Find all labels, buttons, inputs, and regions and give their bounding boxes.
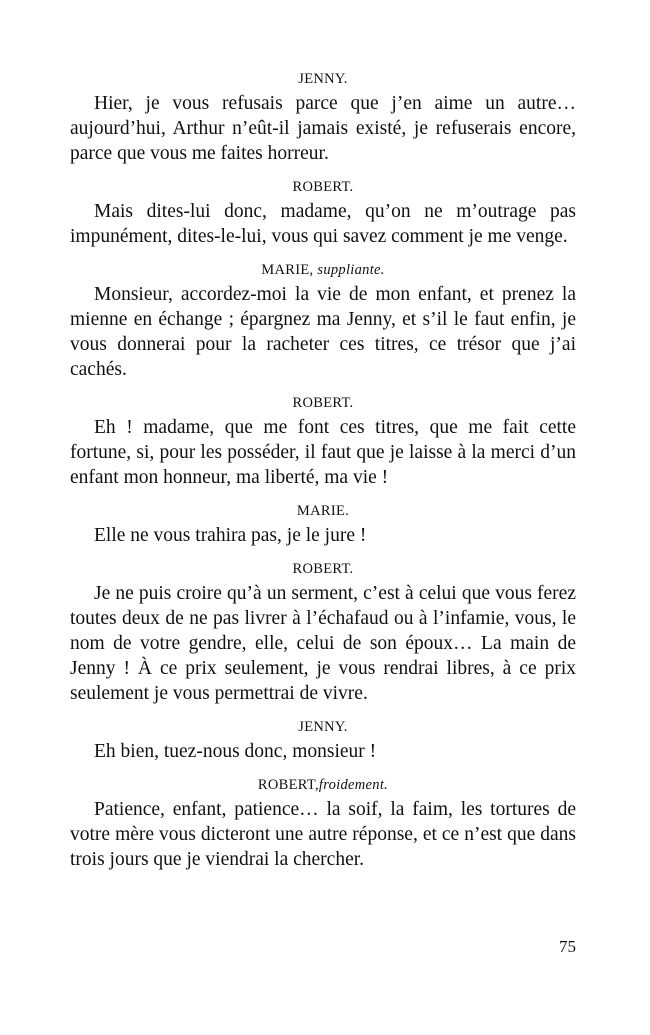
page-body: [70, 70, 576, 884]
speaker-name: MARIE, suppliante.: [261, 262, 385, 278]
speaker-name: ROBERT,froidement.: [257, 777, 389, 793]
stage-direction: suppliante.: [317, 262, 385, 278]
speaker-name: ROBERT.: [292, 561, 354, 577]
speech-text: Je ne puis croire qu’à un serment, c’est à celui que vous ferez toutes deux de ne pas livrer à l’échafaud ou à l’infamie, vous, le nom de votre gendre, elle, celui de son époux… La main de Jenny ! À ce prix seulement, je vous rendrai libres, à ce prix seulement je vous permettrai de vivre.: [70, 583, 576, 704]
speech-text: Elle ne vous trahira pas, je le jure !: [94, 525, 367, 546]
dialogue-block: [70, 502, 576, 548]
dialogue-block: [70, 776, 576, 872]
speaker-name: JENNY.: [298, 719, 348, 735]
stage-direction: froidement.: [318, 777, 389, 793]
speaker-name: JENNY.: [298, 71, 348, 87]
speaker-name: ROBERT.: [292, 395, 354, 411]
speech-text: Patience, enfant, patience… la soif, la faim, les tortures de votre mère vous dicteront une autre réponse, et ce n’est que dans trois jours que je viendrai la chercher.: [70, 799, 576, 870]
dialogue-block: [70, 718, 576, 764]
dialogue-block: [70, 70, 576, 166]
speech-text: Eh ! madame, que me font ces titres, que me fait cette fortune, si, pour les posséder, il faut que je laisse à la merci d’un enfant mon honneur, ma liberté, ma vie !: [70, 417, 576, 488]
dialogue-block: [70, 261, 576, 382]
speech-text: Mais dites-lui donc, madame, qu’on ne m’outrage pas impunément, dites-le-lui, vous qui savez comment je me venge.: [70, 201, 576, 247]
dialogue-block: [70, 560, 576, 706]
dialogue-block: [70, 178, 576, 249]
speech-text: Monsieur, accordez-moi la vie de mon enfant, et prenez la mienne en échange ; épargnez ma Jenny, et s’il le faut enfin, je vous donnerai pour la racheter ces titres, ce trésor que j’ai cachés.: [70, 284, 576, 380]
speech-text: Eh bien, tuez-nous donc, monsieur !: [94, 741, 377, 762]
speech-text: Hier, je vous refusais parce que j’en aime un autre… aujourd’hui, Arthur n’eût-il jamais existé, je refuserais encore, parce que vous me faites horreur.: [70, 93, 576, 164]
speaker-name: MARIE.: [296, 503, 350, 519]
speaker-name: ROBERT.: [292, 179, 354, 195]
dialogue-block: [70, 394, 576, 490]
page-number: 75: [559, 937, 576, 956]
